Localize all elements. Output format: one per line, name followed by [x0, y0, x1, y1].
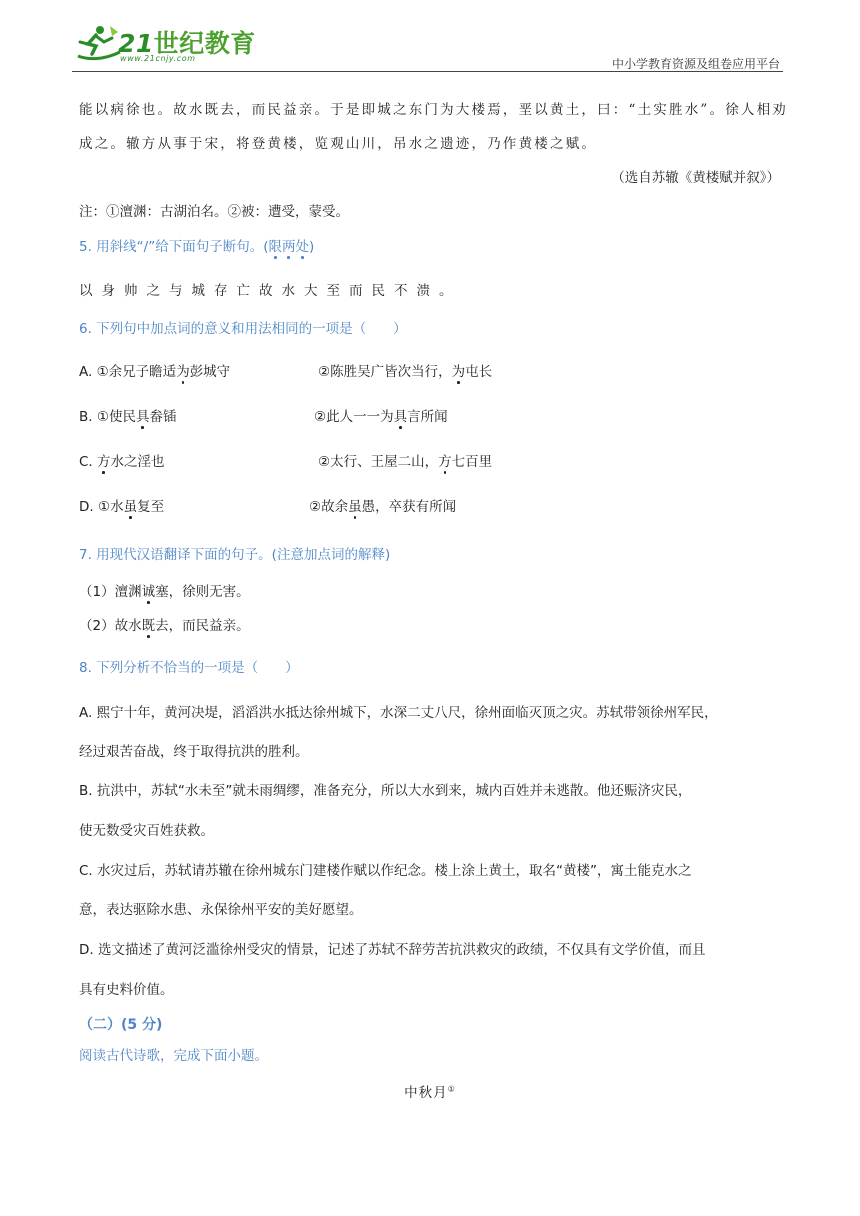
header-divider	[72, 71, 783, 72]
passage-line: 成之。辙方从事于宋，将登黄楼，览观山川，吊水之遗迹，乃作黄楼之赋。	[79, 136, 598, 152]
question-5-stem: 5. 用斜线“/”给下面句子断句。(限两处)	[79, 239, 315, 255]
question-5-sentence: 以身帅之与城存亡故水大至而民不溃。	[79, 283, 462, 299]
question-8-option-D-line2: 具有史料价值。	[79, 982, 174, 998]
question-8-option-A-line2: 经过艰苦奋战，终于取得抗洪的胜利。	[79, 744, 309, 760]
question-7-sentence-1: （1）澶渊诚塞，徐则无害。	[79, 584, 250, 600]
passage-note: 注：①澶渊：古湖泊名。②被：遭受，蒙受。	[79, 204, 349, 220]
question-8-option-C-line1: C. 水灾过后，苏轼请苏辙在徐州城东门建楼作赋以作纪念。楼上涂上黄土，取名“黄楼”，寓土能克水之	[79, 863, 692, 879]
option-A-2: ②陈胜吴广皆次当行，为屯长	[318, 364, 493, 380]
question-8-stem: 8. 下列分析不恰当的一项是（ ）	[79, 660, 299, 676]
section-2-title: （二）(5 分)	[79, 1017, 163, 1033]
option-A-1: A. ①余兄子瞻适为彭城守	[79, 364, 231, 380]
option-D-2: ②故余虽愚，卒获有所闻	[309, 499, 457, 515]
question-7-stem: 7. 用现代汉语翻译下面的句子。(注意加点词的解释)	[79, 547, 391, 563]
question-8-option-B-line1: B. 抗洪中，苏轼“水未至”就未雨绸缪，准备充分，所以大水到来，城内百姓并未逃散。他还赈济灾民，	[79, 783, 692, 799]
question-6-stem: 6. 下列句中加点词的意义和用法相同的一项是（ ）	[79, 321, 407, 337]
logo-url: www.21cnjy.com	[120, 54, 196, 63]
option-C-2: ②太行、王屋二山，方七百里	[318, 454, 493, 470]
question-8-option-C-line2: 意，表达驱除水患、永保徐州平安的美好愿望。	[79, 902, 363, 918]
passage-line: 能以病徐也。故水既去，而民益亲。于是即城之东门为大楼焉，垩以黄土，曰：“土实胜水”。徐人相劝	[79, 102, 789, 118]
question-7-sentence-2: （2）故水既去，而民益亲。	[79, 618, 250, 634]
runner-logo-icon	[74, 22, 122, 66]
question-8-option-B-line2: 使无数受灾百姓获救。	[79, 823, 214, 839]
option-B-2: ②此人一一为具言所闻	[314, 409, 448, 425]
option-C-1: C. 方水之淫也	[79, 454, 165, 470]
option-B-1: B. ①使民具畚锸	[79, 409, 177, 425]
section-2-instruction: 阅读古代诗歌，完成下面小题。	[79, 1048, 268, 1064]
question-8-option-D-line1: D. 选文描述了黄河泛滥徐州受灾的情景，记述了苏轼不辞劳苦抗洪救灾的政绩，不仅具有文学价值，而且	[79, 942, 706, 958]
question-8-option-A-line1: A. 熙宁十年，黄河决堤，滔滔洪水抵达徐州城下，水深二丈八尺，徐州面临灭顶之灾。苏轼带领徐州军民，	[79, 705, 718, 721]
logo-wordmark: 21世纪教育	[118, 29, 256, 58]
option-D-1: D. ①水虽复至	[79, 499, 165, 515]
passage-source: （选自苏辙《黄楼赋并叙》）	[611, 170, 780, 186]
poem-footnote-mark: ①	[447, 1084, 456, 1094]
poem-title: 中秋月①	[404, 1084, 456, 1101]
platform-name: 中小学教育资源及组卷应用平台	[611, 57, 780, 71]
